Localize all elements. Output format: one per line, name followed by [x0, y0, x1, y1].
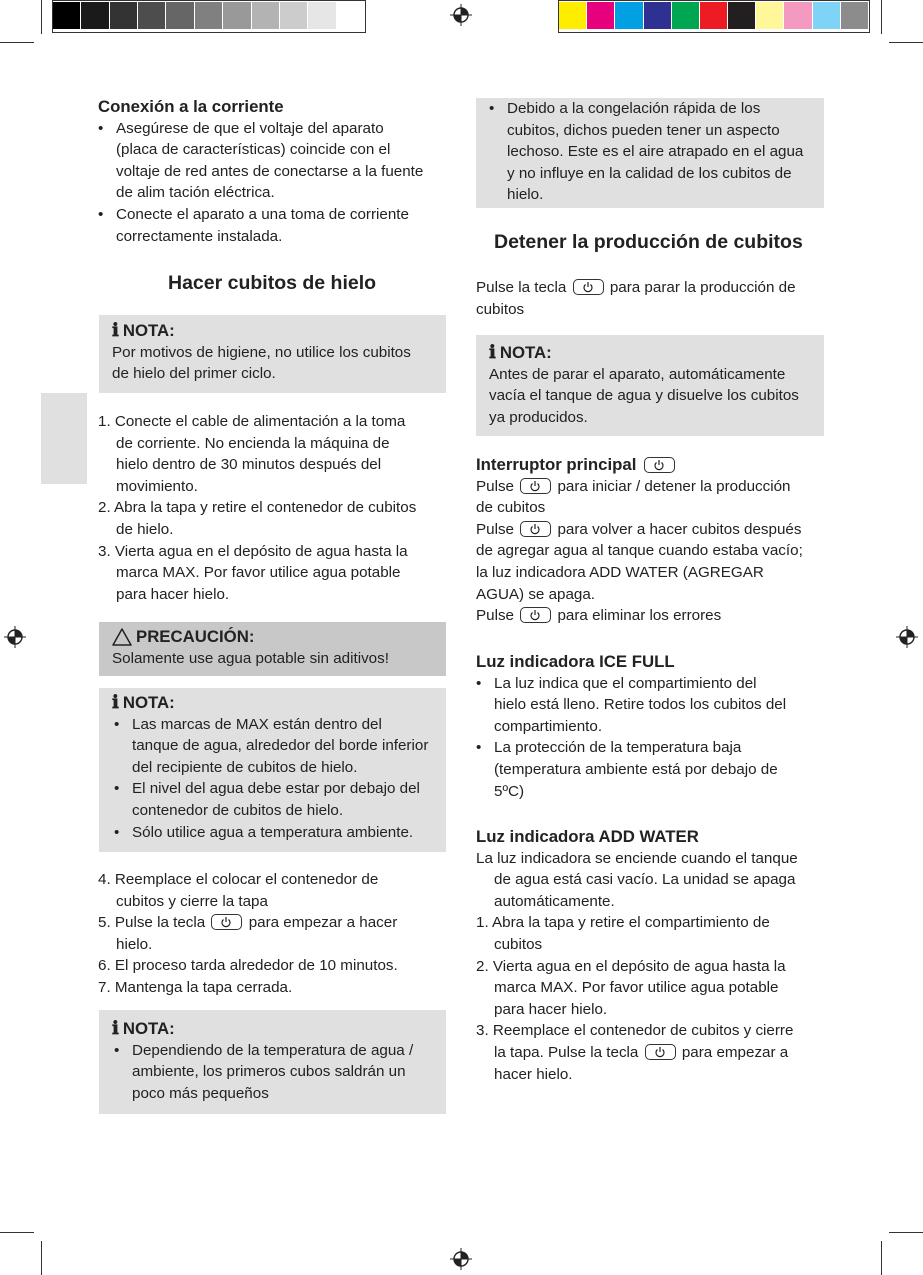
step-item-cont: marca MAX. Por favor utilice agua potable: [494, 979, 779, 997]
interruptor-section: Interruptor principal Pulse para iniciar / detener la producción de cubitos Pulse para volver a hacer cubitos después de agregar agua al tanque cuando estaba vacío; la luz indicadora ADD WATER (AGREGAR AGUA) se apaga. Pulse para eliminar los errores: [476, 454, 836, 627]
power-key-icon: [573, 279, 604, 295]
text-line: hielo.: [507, 186, 544, 204]
note-box: [99, 315, 446, 393]
registration-mark-icon: [450, 1248, 472, 1270]
step-item: 7. Mantenga la tapa cerrada.: [98, 978, 293, 996]
crop-mark: [0, 42, 34, 43]
text-line: tanque de agua, alrededor del borde inferior: [132, 737, 429, 755]
power-key-icon: [645, 1044, 676, 1060]
text-line: compartimiento.: [494, 717, 603, 735]
note-header: ℹ NOTA:: [112, 1018, 175, 1039]
step-item: 1. Abra la tapa y retire el compartimiento de: [476, 914, 770, 932]
text-line: de alim tación eléctrica.: [116, 184, 275, 202]
power-key-icon: [644, 457, 675, 473]
color-swatch: [223, 2, 251, 29]
text-line: Las marcas de MAX están dentro del: [132, 715, 382, 733]
color-swatch: [252, 2, 280, 29]
registration-mark-icon: [450, 4, 472, 26]
text-line: ambiente, los primeros cubos saldrán un: [132, 1063, 406, 1081]
steps-list: [98, 411, 458, 605]
crop-mark: [41, 1241, 42, 1275]
registration-mark-icon: [4, 626, 26, 648]
text-line: Sólo utilice agua a temperatura ambiente.: [132, 823, 414, 841]
text-line: Dependiendo de la temperatura de agua /: [132, 1041, 414, 1059]
step-item-cont: de hielo.: [116, 520, 174, 538]
addwater-section: Luz indicadora ADD WATER La luz indicadora se enciende cuando el tanque de agua está casi vacío. La unidad se apaga automáticamente. 1. Abra la tapa y retire el compartimiento de cubitos 2. Vierta agua en el depósito de agua hasta la marca MAX. Por favor utilice agua potable para hacer hielo. 3. Reemplace el contenedor de cubitos y cierre la tapa. Pulse la tecla para empezar a hacer hielo.: [476, 826, 836, 1085]
step-item: 4. Reemplace el colocar el contenedor de: [98, 871, 379, 888]
text-line: La luz indicadora se enciende cuando el tanque: [476, 849, 798, 867]
bullet-item: • Las marcas de MAX están dentro del tanque de agua, alrededor del borde inferior del recipiente de cubitos de hielo.: [114, 714, 446, 779]
color-swatch: [813, 2, 841, 29]
info-icon: ℹ: [489, 342, 496, 363]
icefull-section: [476, 651, 836, 802]
section-title: Luz indicadora ADD WATER: [476, 827, 699, 846]
text-line: La protección de la temperatura baja: [494, 739, 742, 757]
color-swatch: [784, 2, 812, 29]
grayscale-bar: [52, 0, 366, 33]
side-tab: [41, 393, 87, 484]
text-line: correctamente instalada.: [116, 227, 283, 245]
caution-box: [99, 622, 446, 676]
color-swatch: [337, 2, 365, 29]
bullet-item: • Dependiendo de la temperatura de agua / ambiente, los primeros cubos saldrán un poco más pequeños: [114, 1040, 446, 1105]
color-bar: [558, 0, 870, 33]
note-header: ℹ NOTA:: [112, 320, 175, 341]
power-key-icon: [520, 521, 551, 537]
crop-mark: [881, 1241, 882, 1275]
detener-title: Detener la producción de cubitos: [494, 231, 803, 253]
bullet-item: • La luz indica que el compartimiento del hielo está lleno. Retire todos los cubitos del compartimiento.: [476, 673, 836, 738]
color-swatch: [81, 2, 109, 29]
registration-mark-icon: [896, 626, 918, 648]
text-line: automáticamente.: [494, 892, 615, 910]
bullet-item: • Sólo utilice agua a temperatura ambiente.: [114, 822, 446, 844]
text-line: El nivel del agua debe estar por debajo del: [132, 780, 420, 798]
color-swatch: [728, 2, 756, 29]
color-swatch: [644, 2, 672, 29]
color-swatch: [587, 2, 615, 29]
detener-text: Pulse la tecla para parar la producción de cubitos: [476, 279, 796, 318]
bullet-item: • Conecte el aparato a una toma de corriente correctamente instalada.: [98, 204, 448, 247]
color-swatch: [53, 2, 81, 29]
color-swatch: [195, 2, 223, 29]
text-line: 5ºC): [494, 782, 525, 800]
text-line: de hielo del primer ciclo.: [112, 365, 276, 383]
bullet-item: • Asegúrese de que el voltaje del aparato (placa de características) coincide con el voltaje de red antes de conectarse a la fuente de alim tación eléctrica.: [98, 118, 448, 204]
step-item: 2. Vierta agua en el depósito de agua hasta la: [476, 957, 786, 975]
text-line: Asegúrese de que el voltaje del aparato: [116, 119, 384, 137]
step-item-cont: cubitos y cierre la tapa: [116, 892, 268, 910]
text-line: de agua está casi vacío. La unidad se apaga: [494, 871, 796, 889]
info-icon: ℹ: [112, 320, 119, 341]
bullet-item: • Debido a la congelación rápida de los cubitos, dichos pueden tener un aspecto lechoso. Este es el aire atrapado en el agua y no influye en la calidad de los cubitos de hielo.: [489, 98, 824, 206]
hacer-title: Hacer cubitos de hielo: [168, 272, 377, 294]
color-swatch: [700, 2, 728, 29]
bullet-item: • El nivel del agua debe estar por debajo del contenedor de cubitos de hielo.: [114, 778, 446, 821]
crop-mark: [889, 42, 923, 43]
text-line: Antes de parar el aparato, automáticamente: [489, 365, 786, 383]
text-line: cubitos, dichos pueden tener un aspecto: [507, 121, 780, 139]
color-swatch: [280, 2, 308, 29]
text-line: lechoso. Este es el aire atrapado en el agua: [507, 143, 804, 161]
step-item: 2. Abra la tapa y retire el contenedor de cubitos: [98, 499, 417, 517]
text-line: (temperatura ambiente está por debajo de: [494, 760, 778, 778]
color-swatch: [308, 2, 336, 29]
step-item-cont: hielo dentro de 30 minutos después del: [116, 456, 382, 474]
section-title: Conexión a la corriente: [98, 97, 284, 116]
step-item: 3. Vierta agua en el depósito de agua hasta la: [98, 542, 408, 560]
section-title: Luz indicadora ICE FULL: [476, 652, 675, 671]
power-key-icon: [520, 478, 551, 494]
step-item-cont: hielo.: [116, 935, 153, 953]
text-line: vacía el tanque de agua y disuelve los cubitos: [489, 387, 799, 405]
color-swatch: [615, 2, 643, 29]
text-line: La luz indica que el compartimiento del: [494, 674, 757, 692]
step-item: 1. Conecte el cable de alimentación a la toma: [98, 413, 406, 430]
color-swatch: [841, 2, 869, 29]
text-line: Por motivos de higiene, no utilice los cubitos: [112, 343, 411, 361]
crop-mark: [41, 0, 42, 34]
step-item-cont: cubitos: [494, 935, 543, 953]
step-item-cont: para hacer hielo.: [116, 585, 230, 603]
section-title: Interruptor principal: [476, 454, 836, 476]
crop-mark: [889, 1232, 923, 1233]
caution-text: Solamente use agua potable sin aditivos!: [112, 649, 389, 667]
note-box: [476, 335, 824, 436]
text-line: hielo está lleno. Retire todos los cubitos del: [494, 696, 787, 714]
note-box: [476, 98, 824, 208]
text-line: (placa de características) coincide con el: [116, 141, 391, 159]
note-box: [99, 1010, 446, 1114]
warning-icon: [112, 628, 132, 646]
text-line: Debido a la congelación rápida de los: [507, 100, 761, 117]
power-key-icon: [211, 914, 242, 930]
text-line: voltaje de red antes de conectarse a la fuente: [116, 162, 424, 180]
step-item-cont: para hacer hielo.: [494, 1000, 608, 1018]
crop-mark: [881, 0, 882, 34]
caution-header: PRECAUCIÓN:: [112, 626, 446, 648]
info-icon: ℹ: [112, 1018, 119, 1039]
text-line: contenedor de cubitos de hielo.: [132, 801, 344, 819]
color-swatch: [110, 2, 138, 29]
note-box: [99, 688, 446, 852]
step-item-cont: movimiento.: [116, 477, 198, 495]
step-item-cont: marca MAX. Por favor utilice agua potable: [116, 564, 401, 582]
color-swatch: [559, 2, 587, 29]
color-swatch: [672, 2, 700, 29]
text-line: del recipiente de cubitos de hielo.: [132, 758, 358, 776]
crop-mark: [0, 1232, 34, 1233]
bullet-item: • La protección de la temperatura baja (temperatura ambiente está por debajo de 5ºC): [476, 737, 836, 802]
color-swatch: [166, 2, 194, 29]
power-key-icon: [520, 607, 551, 623]
text-line: ya producidos.: [489, 408, 588, 426]
step-item-cont: de corriente. No encienda la máquina de: [116, 434, 390, 452]
steps-list-2: [98, 869, 458, 999]
note-header: ℹ NOTA:: [112, 692, 175, 713]
text-line: y no influye en la calidad de los cubitos de: [507, 164, 792, 182]
step-item: 6. El proceso tarda alrededor de 10 minutos.: [98, 957, 398, 975]
text-line: Conecte el aparato a una toma de corriente: [116, 205, 409, 223]
color-swatch: [756, 2, 784, 29]
conexion-section: [98, 96, 448, 247]
text-line: poco más pequeños: [132, 1084, 269, 1102]
step-item: 5. Pulse la tecla para empezar a hacer: [98, 914, 398, 932]
color-swatch: [138, 2, 166, 29]
info-icon: ℹ: [112, 692, 119, 713]
note-header: ℹ NOTA:: [489, 342, 552, 363]
